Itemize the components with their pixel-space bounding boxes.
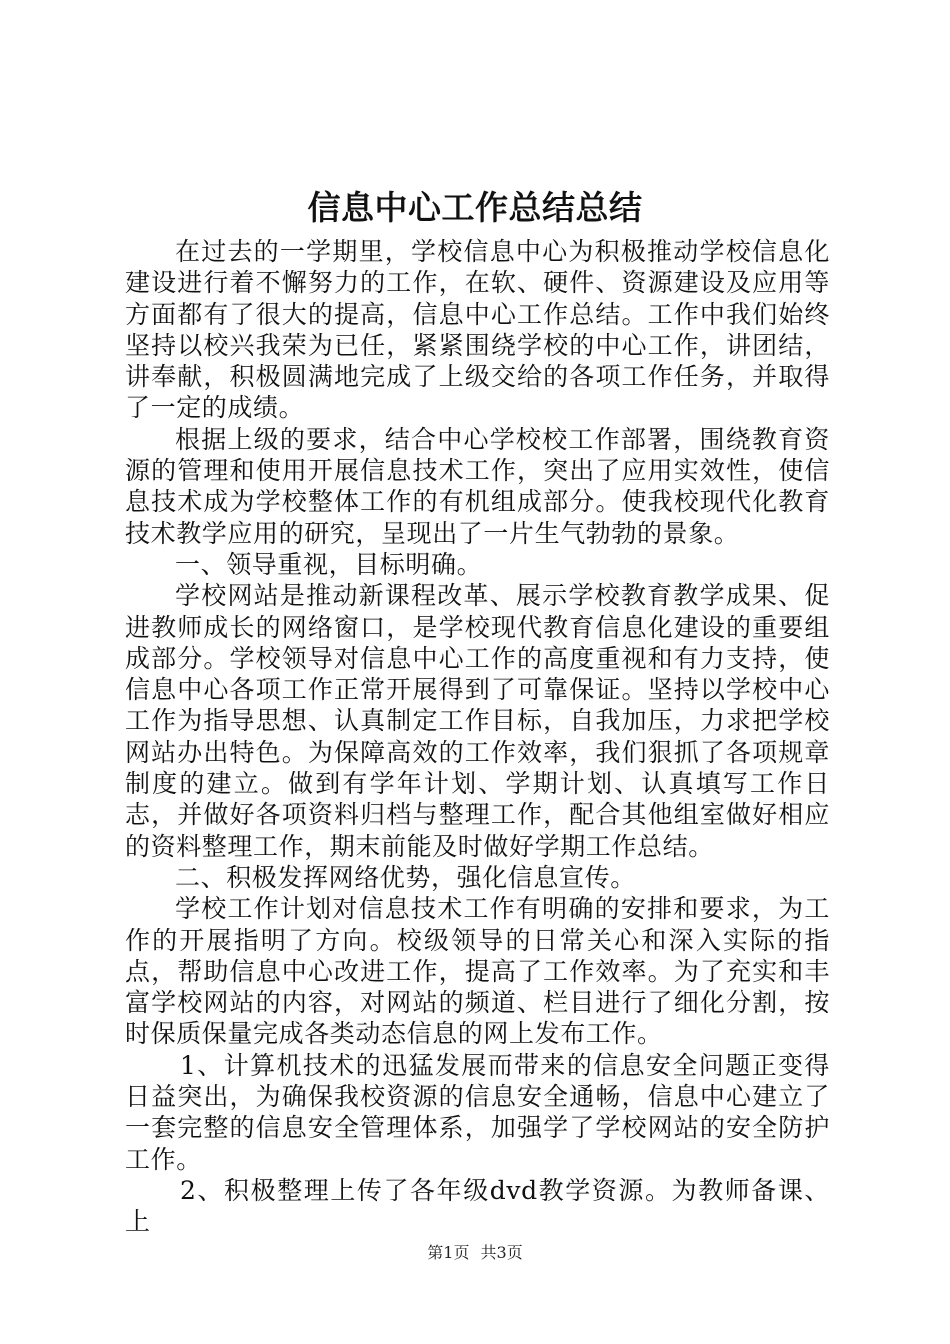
page-number: 第1页 — [427, 1243, 470, 1262]
page-total: 共3页 — [480, 1243, 523, 1262]
paragraph-website: 学校网站是推动新课程改革、展示学校教育教学成果、促进教师成长的网络窗口，是学校现代教育信息化建设的重要组成部分。学校领导对信息中心工作的高度重视和有力支持，使信息中心各项工作正常开展得到了可靠保证。坚持以学校中心工作为指导思想、认真制定工作目标，自我加压，力求把学校网站办出特色。为保障高效的工作效率，我们狠抓了各项规章制度的建立。做到有学年计划、学期计划、认真填写工作日志，并做好各项资料归档与整理工作，配合其他组室做好相应的资料整理工作，期末前能及时做好学期工作总结。 — [125, 581, 830, 861]
list-item-security: 1、计算机技术的迅猛发展而带来的信息安全问题正变得日益突出，为确保我校资源的信息安全通畅，信息中心建立了一套完整的信息安全管理体系，加强学了学校网站的安全防护工作。 — [125, 1050, 830, 1174]
paragraph-requirements: 根据上级的要求，结合中心学校校工作部署，围绕教育资源的管理和使用开展信息技术工作，突出了应用实效性，使信息技术成为学校整体工作的有机组成部分。使我校现代化教育技术教学应用的研究，呈现出了一片生气勃勃的景象。 — [125, 424, 830, 548]
page-title: 信息中心工作总结总结 — [307, 188, 643, 227]
document-body — [125, 236, 830, 1238]
section-heading-2: 二、积极发挥网络优势，强化信息宣传。 — [175, 862, 636, 892]
paragraph-work-plan: 学校工作计划对信息技术工作有明确的安排和要求，为工作的开展指明了方向。校级领导的日常关心和深入实际的指点，帮助信息中心改进工作，提高了工作效率。为了充实和丰富学校网站的内容，对网站的频道、栏目进行了细化分割，按时保质保量完成各类动态信息的网上发布工作。 — [125, 894, 830, 1049]
list-item-dvd-resources: 2、积极整理上传了各年级dvd教学资源。为教师备课、上 — [125, 1175, 830, 1237]
page-footer — [0, 1243, 950, 1263]
paragraph-intro: 在过去的一学期里，学校信息中心为积极推动学校信息化建设进行着不懈努力的工作，在软、硬件、资源建设及应用等方面都有了很大的提高，信息中心工作总结。工作中我们始终坚持以校兴我荣为已任，紧紧围绕学校的中心工作，讲团结，讲奉献，积极圆满地完成了上级交给的各项工作任务，并取得了一定的成绩。 — [125, 237, 830, 423]
section-heading-1: 一、领导重视，目标明确。 — [175, 549, 483, 579]
